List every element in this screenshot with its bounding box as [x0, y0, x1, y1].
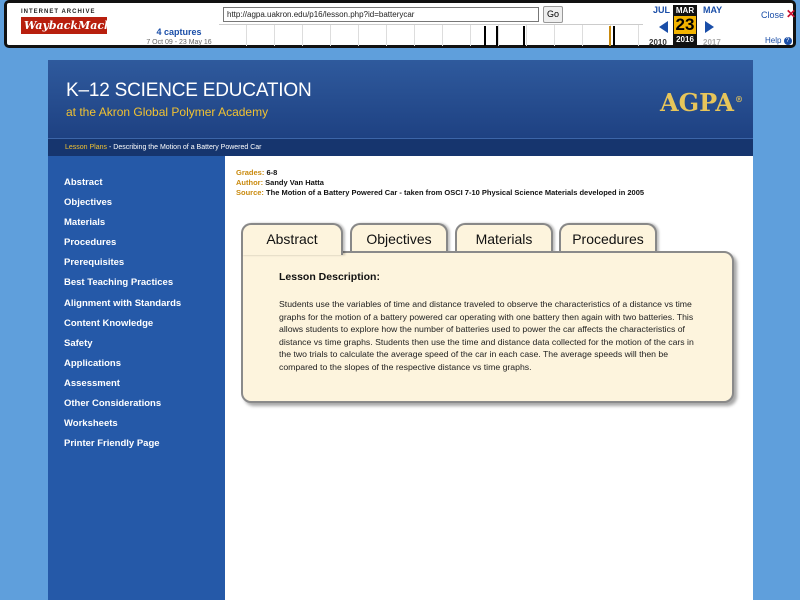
page-container	[48, 60, 753, 600]
author-value: Sandy Van Hatta	[265, 178, 324, 187]
sparkline-tick	[523, 26, 525, 46]
abstract-panel	[241, 251, 734, 403]
wayback-next-year: 2017	[703, 38, 721, 47]
sidebar-item-objectives[interactable]: Objectives	[64, 197, 113, 209]
next-arrow-icon[interactable]	[705, 21, 714, 33]
source-value: The Motion of a Battery Powered Car - taken from OSCI 7-10 Physical Science Materials developed in 2005	[266, 188, 645, 197]
wayback-cur-day: 23	[675, 15, 695, 34]
tab-materials[interactable]: Materials	[455, 223, 553, 255]
sidebar-item-applications[interactable]: Applications	[64, 357, 122, 369]
lesson-description-text: Students use the variables of time and distance traveled to observe the characteristics of a distance vs time graphs for the motion of a battery powered car operating with one battery then again with two batteries. This allows students to explore how the number of batteries used to power the car affects the characteristics of distance vs time graphs. Students then use the time and distance data collected for the motion of the cars in the two trials to calculate the average speed of the car in each case. The average speeds will then be compared to the slopes of the respective distance vs time graphs.	[279, 299, 694, 372]
wayback-prev-month[interactable]: JUL	[653, 5, 671, 15]
banner-title: K–12 SCIENCE EDUCATION	[66, 80, 312, 101]
sidebar-item-other-considerations[interactable]: Other Considerations	[64, 398, 162, 410]
wayback-captures-count[interactable]: 4 captures	[156, 27, 202, 37]
prev-arrow-icon[interactable]	[659, 21, 668, 33]
sidebar-item-alignment-with-standards[interactable]: Alignment with Standards	[64, 297, 182, 309]
wayback-next-month[interactable]: MAY	[703, 5, 723, 15]
wayback-help[interactable]	[765, 36, 792, 45]
wayback-close-label: Close	[761, 10, 785, 20]
agpa-logo-text: AGPA	[659, 88, 734, 117]
lesson-tabs	[241, 223, 721, 253]
tab-procedures[interactable]: Procedures	[559, 223, 657, 255]
sparkline-tick	[613, 26, 615, 46]
wayback-toolbar	[4, 0, 796, 48]
wayback-logo-top: INTERNET ARCHIVE	[21, 9, 96, 15]
tab-objectives[interactable]: Objectives	[350, 223, 448, 255]
wayback-captures-range: 7 Oct 09 - 23 May 16	[146, 39, 212, 46]
wayback-url-input[interactable]	[223, 7, 539, 22]
wayback-cur-year: 2016	[676, 35, 694, 44]
wayback-go-button[interactable]: Go	[543, 6, 563, 23]
wayback-sparkline[interactable]	[219, 24, 643, 46]
agpa-logo: AGPA®	[659, 88, 743, 117]
wayback-logo[interactable]	[21, 9, 132, 34]
wayback-cur-month: MAR	[675, 6, 695, 15]
sidebar	[48, 156, 225, 600]
sparkline-tick	[484, 26, 486, 46]
sidebar-nav	[48, 156, 225, 457]
sidebar-item-safety[interactable]: Safety	[64, 337, 93, 349]
sidebar-item-printer-friendly-page[interactable]: Printer Friendly Page	[64, 438, 160, 450]
sidebar-item-prerequisites[interactable]: Prerequisites	[64, 257, 125, 269]
wayback-calendar	[647, 5, 727, 47]
site-banner	[48, 60, 753, 138]
wayback-captures	[139, 27, 219, 46]
sidebar-item-best-teaching-practices[interactable]: Best Teaching Practices	[64, 277, 174, 289]
lesson-source	[236, 188, 746, 198]
author-label: Author:	[236, 178, 264, 187]
sidebar-item-materials[interactable]: Materials	[64, 217, 106, 229]
main-content	[236, 168, 746, 372]
source-label: Source:	[236, 188, 264, 197]
breadcrumb-root[interactable]: Lesson Plans	[65, 144, 108, 151]
lesson-author	[236, 178, 746, 188]
wayback-help-label: Help	[765, 36, 782, 45]
banner-subtitle: at the Akron Global Polymer Academy	[66, 105, 269, 119]
lesson-grades	[236, 168, 746, 178]
wayback-logo-main: WaybackMachine	[21, 17, 107, 34]
breadcrumb-current: Describing the Motion of a Battery Powered Car	[113, 144, 262, 151]
grades-label: Grades:	[236, 168, 265, 177]
lesson-description-heading: Lesson Description:	[279, 271, 380, 283]
sidebar-item-content-knowledge[interactable]: Content Knowledge	[64, 317, 154, 329]
wayback-close[interactable]	[761, 7, 796, 21]
close-icon[interactable]: ✕	[786, 7, 797, 21]
breadcrumb-separator: -	[107, 144, 114, 151]
sidebar-item-assessment[interactable]: Assessment	[64, 377, 120, 389]
tab-abstract[interactable]: Abstract	[241, 223, 343, 255]
help-icon[interactable]: ?	[784, 37, 792, 45]
wayback-prev-year[interactable]: 2010	[649, 38, 667, 47]
sidebar-item-worksheets[interactable]: Worksheets	[64, 418, 118, 430]
sparkline-tick	[609, 26, 611, 46]
grades-value: 6-8	[266, 168, 278, 177]
wayback-current-date	[673, 5, 697, 47]
breadcrumb	[48, 138, 753, 156]
sidebar-item-abstract[interactable]: Abstract	[64, 177, 103, 188]
sparkline-tick	[496, 26, 498, 46]
sidebar-item-procedures[interactable]: Procedures	[64, 237, 117, 249]
